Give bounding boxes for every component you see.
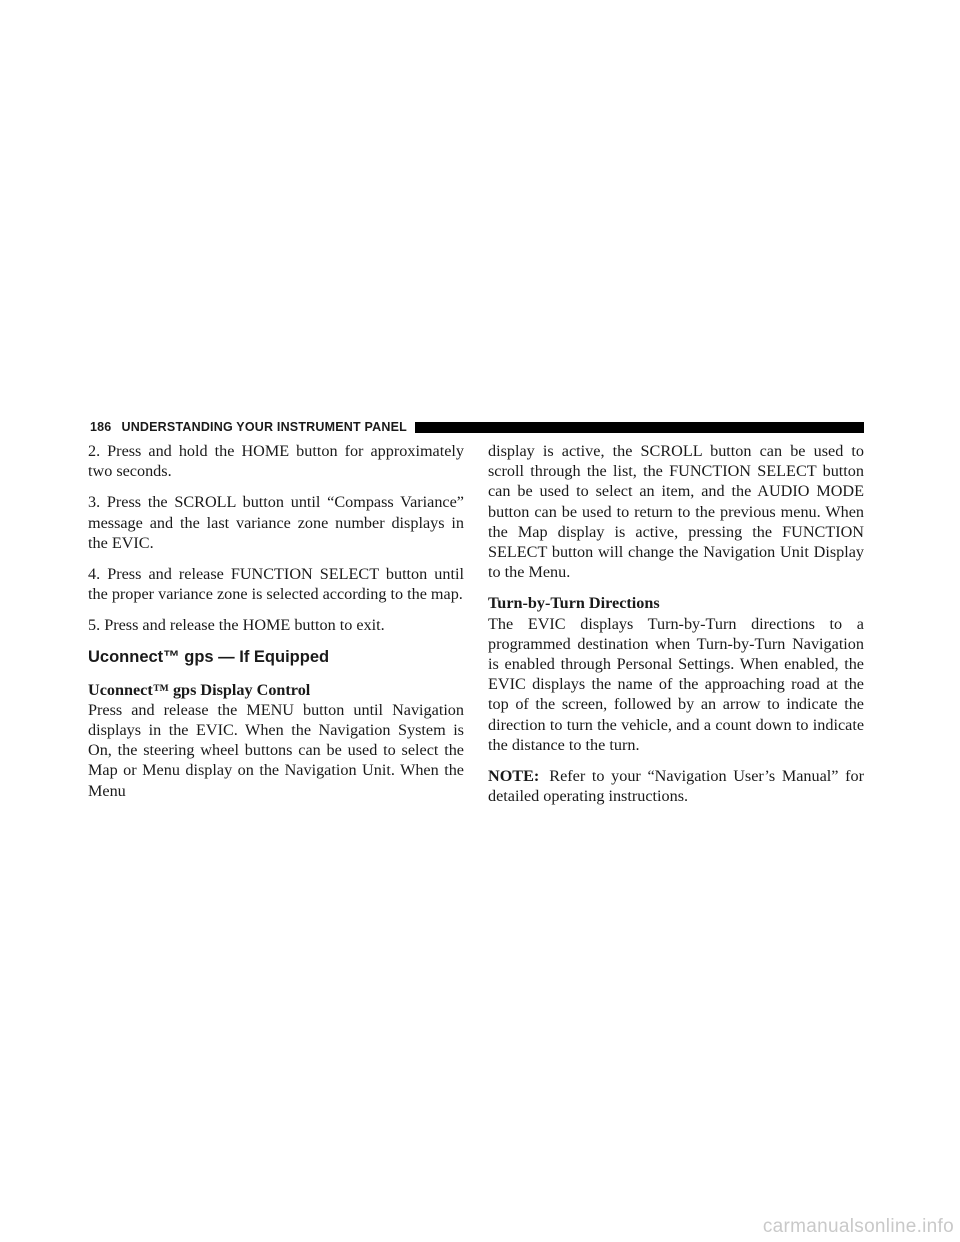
page-header: [90, 419, 864, 435]
header-rule: [415, 422, 864, 433]
note-label: NOTE:: [488, 767, 540, 786]
step-3-text: 3. Press the SCROLL button until “Compass Variance” message and the last variance zone number displays in the EVIC.: [88, 493, 464, 552]
section-heading: Uconnect™ gps — If Equipped: [88, 647, 330, 666]
step-4-text: 4. Press and release FUNCTION SELECT button until the proper variance zone is selected according to the map.: [88, 565, 464, 604]
step-2-text: 2. Press and hold the HOME button for approximately two seconds.: [88, 442, 464, 481]
display-control-paragraph: Press and release the MENU button until Navigation displays in the EVIC. When the Navigation System is On, the steering wheel buttons can be used to select the Map or Menu display on the Navigation Unit. When the Menu: [88, 700, 464, 800]
note-paragraph: [488, 766, 864, 806]
note-text: Refer to your “Navigation User’s Manual” for detailed operating instructions.: [488, 767, 864, 806]
display-control-paragraph-continued: display is active, the SCROLL button can be used to scroll through the list, the FUNCTION SELECT button can be used to select an item, and the AUDIO MODE button can be used to return to the previous menu. When the Map display is active, pressing the FUNCTION SELECT button will change the Navigation Unit Display to the Menu.: [488, 442, 864, 582]
page-number: 186: [90, 420, 112, 434]
turn-by-turn-heading: Turn-by-Turn Directions: [488, 594, 660, 613]
right-column: [488, 441, 864, 817]
watermark: carmanualsonline.info: [762, 1216, 954, 1237]
left-column: [88, 441, 464, 801]
section-title: UNDERSTANDING YOUR INSTRUMENT PANEL: [121, 420, 407, 434]
step-5-text: 5. Press and release the HOME button to exit.: [88, 616, 385, 635]
display-control-heading: Uconnect™ gps Display Control: [88, 680, 311, 699]
turn-by-turn-paragraph: The EVIC displays Turn-by-Turn directions to a programmed destination when Turn-by-Turn Navigation is enabled through Personal Settings. When enabled, the EVIC displays the name of the approaching road at the top of the screen, followed by an arrow to indicate the direction to turn the vehicle, and a count down to indicate the distance to the turn.: [488, 614, 864, 754]
